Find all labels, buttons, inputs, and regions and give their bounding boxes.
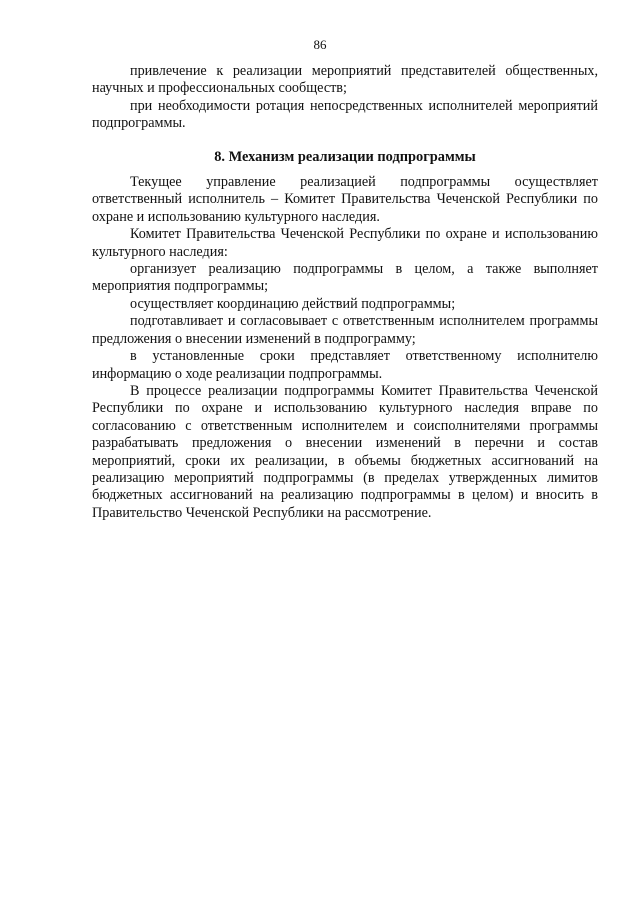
page-number: 86	[313, 37, 327, 52]
section-paragraph-2: Комитет Правительства Чеченской Республики по охране и использованию культурного наследия:	[92, 226, 598, 260]
section-paragraph-3: организует реализацию подпрограммы в целом, а также выполняет мероприятия подпрограммы;	[92, 261, 598, 295]
section-paragraph-7: В процессе реализации подпрограммы Комитет Правительства Чеченской Республики по охране и использованию культурного наследия вправе по согласованию с ответственным исполнителем и соисполнителями программы разрабатывать предложения о внесении изменений в перечни и состав мероприятий, сроки их реализации, в объемы бюджетных ассигнований на реализацию мероприятий подпрограммы (в пределах утвержденных лимитов бюджетных ассигнований на реализацию подпрограммы в целом) и вносить в Правительство Чеченской Республики на рассмотрение.	[92, 382, 598, 521]
section-paragraph-6: в установленные сроки представляет ответственному исполнителю информацию о ходе реализации подпрограммы.	[92, 348, 598, 382]
section-heading: 8. Механизм реализации подпрограммы	[214, 148, 476, 165]
intro-paragraph-1: привлечение к реализации мероприятий представителей общественных, научных и профессиональных сообществ;	[92, 63, 598, 97]
intro-paragraph-2: при необходимости ротация непосредственных исполнителей мероприятий подпрограммы.	[92, 97, 598, 132]
section-paragraph-1: Текущее управление реализацией подпрограммы осуществляет ответственный исполнитель – Комитет Правительства Чеченской Республики по охране и использованию культурного наследия.	[92, 174, 598, 225]
page-content	[92, 63, 598, 522]
section-paragraph-5: подготавливает и согласовывает с ответственным исполнителем программы предложения о внесении изменений в подпрограмму;	[92, 313, 598, 347]
section-paragraph-4: осуществляет координацию действий подпрограммы;	[130, 295, 456, 312]
